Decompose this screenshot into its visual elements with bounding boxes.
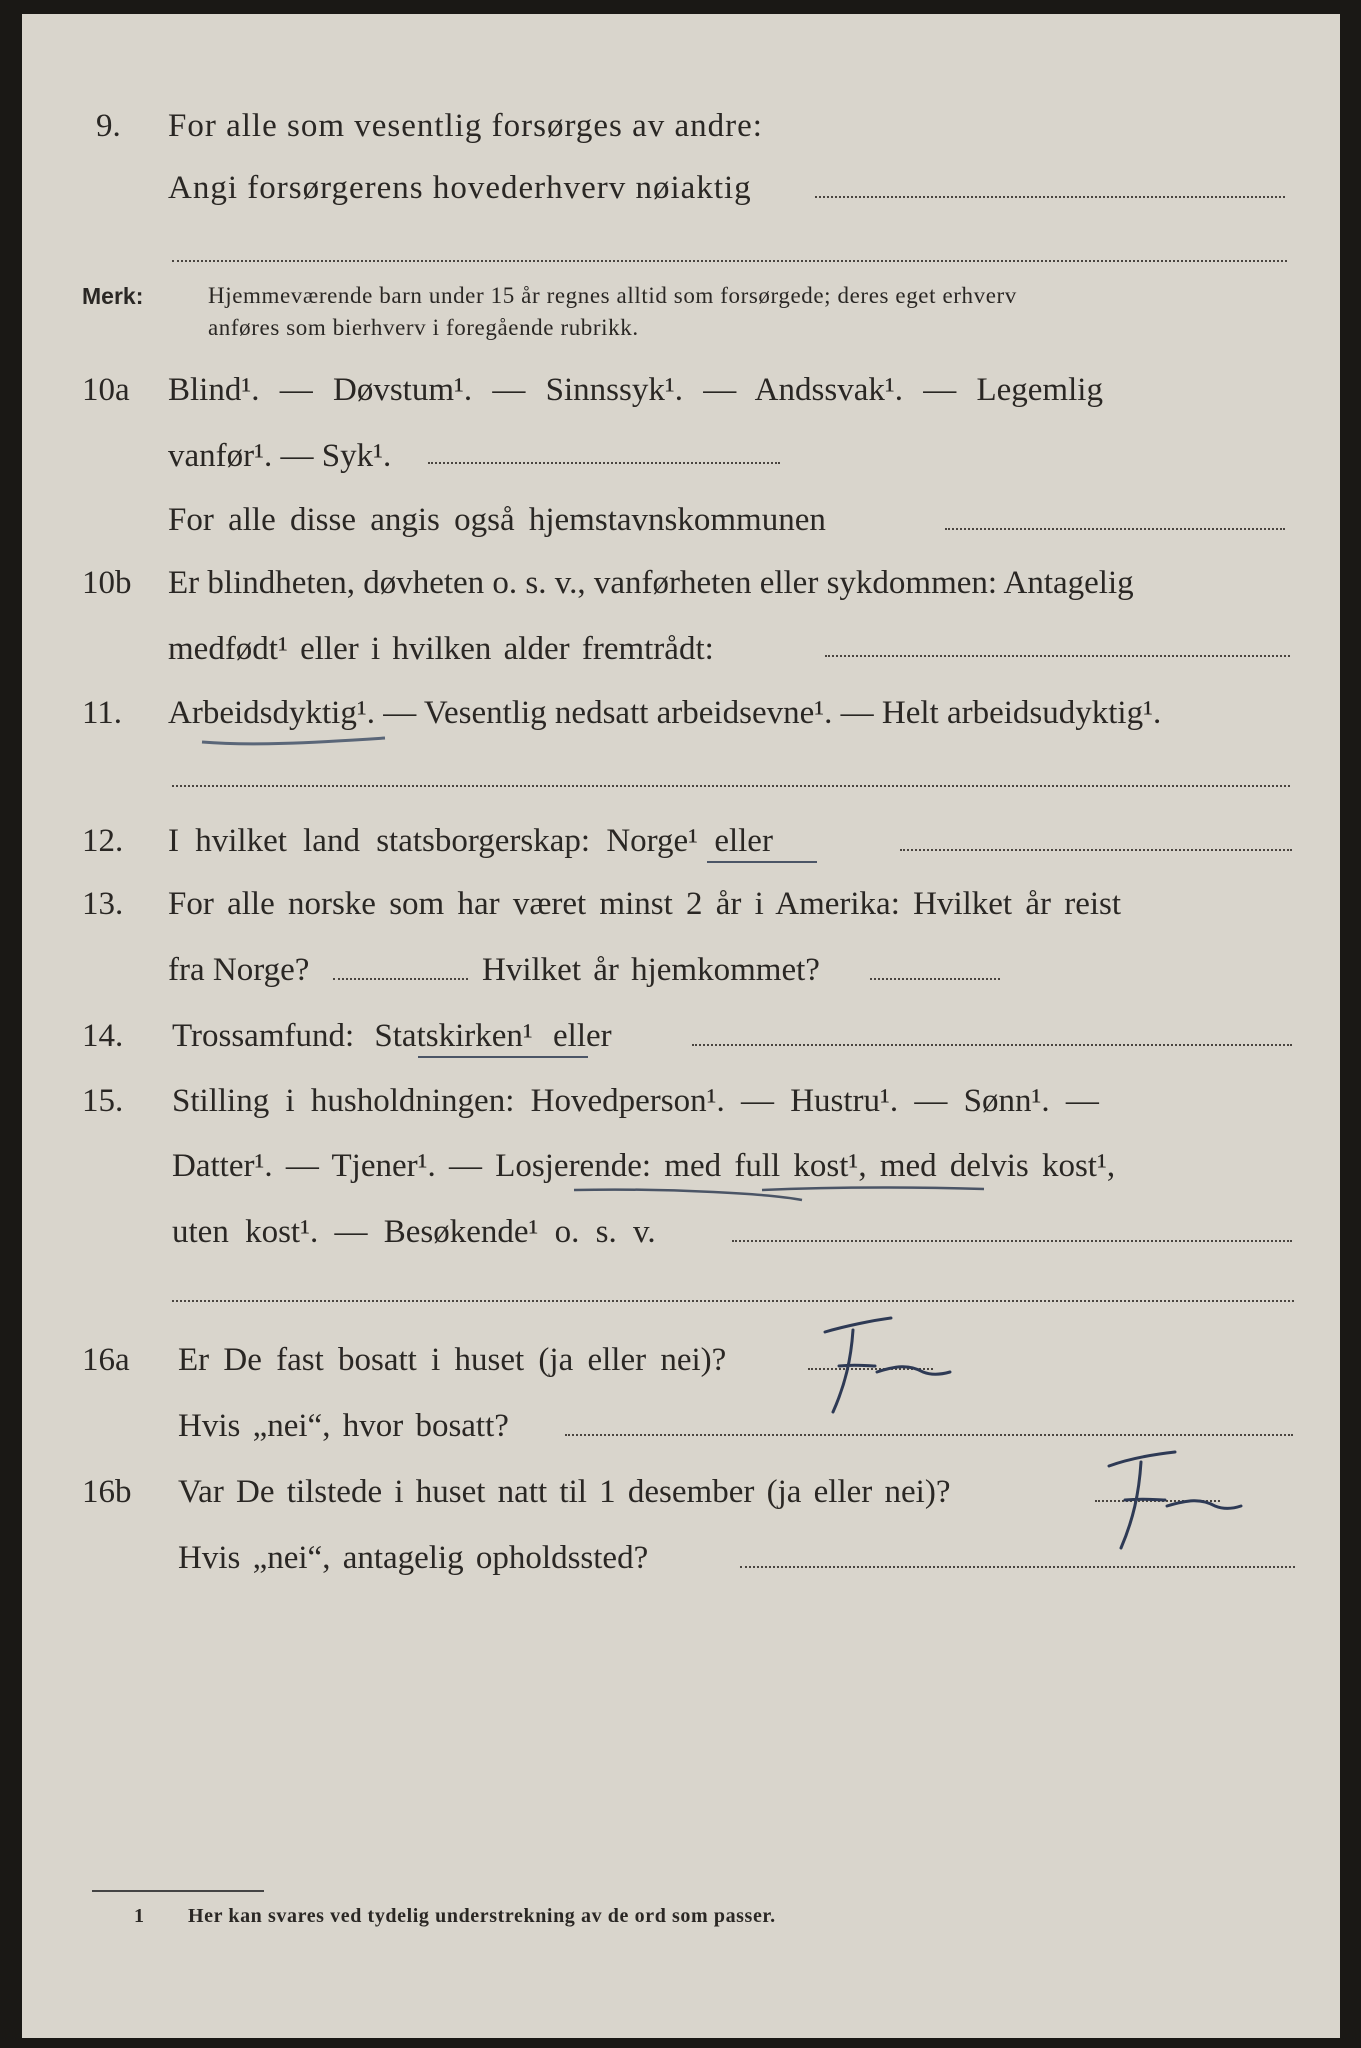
q15-answer-line xyxy=(732,1240,1292,1242)
q16b-line1: Var De tilstede i huset natt til 1 desember (ja eller nei)? xyxy=(178,1474,951,1510)
q16a-line1: Er De fast bosatt i huset (ja eller nei)? xyxy=(178,1342,727,1378)
q11-number: 11. xyxy=(82,695,123,731)
q13-line1: For alle norske som har været minst 2 år i Amerika: Hvilket år reist xyxy=(168,886,1122,922)
q13-number: 13. xyxy=(82,886,124,922)
footnote-text: Her kan svares ved tydelig understrekning av de ord som passer. xyxy=(188,1905,776,1927)
q10a-line1: Blind¹. — Døvstum¹. — Sinnssyk¹. — Andssvak¹. — Legemlig xyxy=(168,372,1103,408)
q12-answer-line xyxy=(900,849,1292,851)
q15-line3: uten kost¹. — Besøkende¹ o. s. v. xyxy=(172,1214,656,1250)
q16a-handwritten-answer xyxy=(805,1300,955,1420)
q16b-whereabouts-line xyxy=(740,1566,1295,1568)
q15-line2: Datter¹. — Tjener¹. — Losjerende: med full kost¹, med delvis kost¹, xyxy=(172,1148,1116,1184)
q15-number: 15. xyxy=(82,1083,124,1119)
q10a-hometown-line xyxy=(945,528,1285,530)
separator-rule xyxy=(172,1300,1294,1302)
q16a-number: 16a xyxy=(82,1342,130,1378)
footnote-rule xyxy=(92,1890,264,1892)
q12-line1: I hvilket land statsborgerskap: Norge¹ eller xyxy=(168,823,773,859)
q15-line1: Stilling i husholdningen: Hovedperson¹. — Hustru¹. — Sønn¹. — xyxy=(172,1083,1099,1119)
q10b-answer-line xyxy=(825,655,1290,657)
q16b-handwritten-answer xyxy=(1095,1436,1245,1556)
separator-rule xyxy=(172,785,1290,787)
separator-rule xyxy=(172,260,1287,262)
q16b-number: 16b xyxy=(82,1474,132,1510)
note-line1: Hjemmeværende barn under 15 år regnes alltid som forsørgede; deres eget erhverv xyxy=(208,283,1017,308)
q10b-number: 10b xyxy=(82,565,132,601)
q10b-line2: medfødt¹ eller i hvilken alder fremtrådt: xyxy=(168,631,714,667)
q10a-number: 10a xyxy=(82,372,130,408)
q9-line1: For alle som vesentlig forsørges av andre: xyxy=(168,108,763,144)
q10a-answer-line xyxy=(428,462,780,464)
q14-number: 14. xyxy=(82,1018,124,1054)
q9-line2: Angi forsørgerens hovederhverv nøiaktig xyxy=(168,170,752,206)
losjerende-underline xyxy=(572,1184,992,1208)
q10a-line3: For alle disse angis også hjemstavnskommunen xyxy=(168,502,826,538)
q13-line2b: Hvilket år hjemkommet? xyxy=(482,952,820,988)
q14-answer-line xyxy=(692,1044,1292,1046)
note-label: Merk: xyxy=(82,283,144,309)
q9-number: 9. xyxy=(96,108,121,144)
arbeidsdyktig-underline xyxy=(200,730,390,750)
statskirken-underline xyxy=(418,1056,588,1058)
q16a-line2: Hvis „nei“, hvor bosatt? xyxy=(178,1408,509,1444)
q10a-line2: vanfør¹. — Syk¹. xyxy=(168,438,392,474)
q9-answer-line xyxy=(815,196,1285,198)
q14-line1: Trossamfund: Statskirken¹ eller xyxy=(172,1018,612,1054)
q12-number: 12. xyxy=(82,823,124,859)
q13-return-line xyxy=(870,978,1000,980)
q16b-line2: Hvis „nei“, antagelig opholdssted? xyxy=(178,1540,649,1576)
q13-emigration-line xyxy=(333,978,468,980)
footnote-mark: 1 xyxy=(134,1905,144,1927)
q10b-line1: Er blindheten, døvheten o. s. v., vanførheten eller sykdommen: Antagelig xyxy=(168,565,1134,601)
note-line2: anføres som bierhverv i foregående rubrikk. xyxy=(208,315,639,340)
q11-line1: Arbeidsdyktig¹. — Vesentlig nedsatt arbeidsevne¹. — Helt arbeidsudyktig¹. xyxy=(168,695,1162,731)
q13-line2a: fra Norge? xyxy=(168,952,310,988)
norge-underline xyxy=(707,861,817,863)
